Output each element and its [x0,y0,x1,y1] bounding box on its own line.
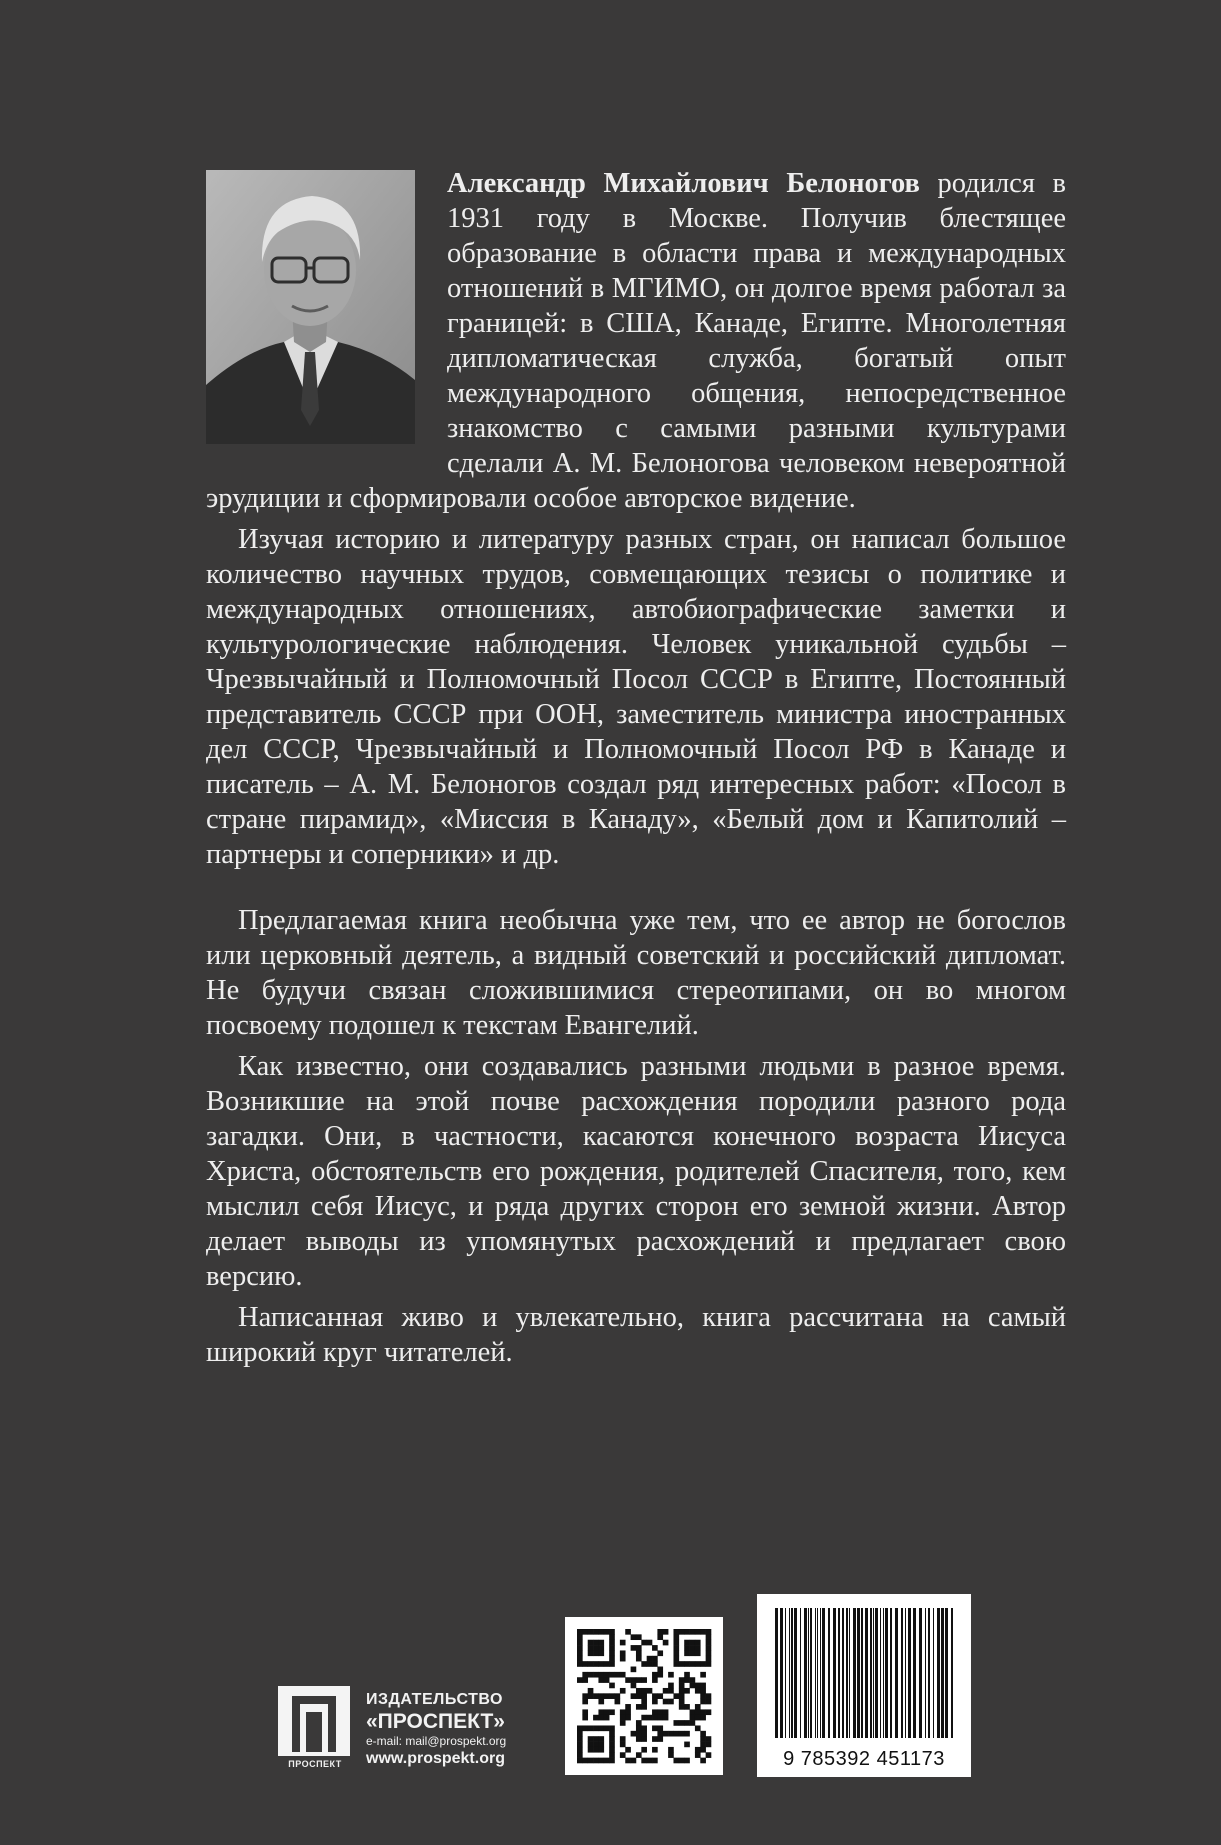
publisher-website: www.prospekt.org [366,1750,505,1767]
publisher-info [366,1690,536,1769]
book-description [206,903,1066,1370]
description-paragraph-3: Написанная живо и увлекательно, книга рассчитана на самый широкий круг читателей. [206,1302,1066,1368]
publisher-house-label: ИЗДАТЕЛЬСТВО [366,1691,503,1708]
publisher-email: e-mail: mail@prospekt.org [366,1734,507,1748]
bio-paragraph-1-text: родился в 1931 году в Москве. Получив блестящее образование в области права и международных отношений в МГИМО, он долгое время работал за границей: в США, Канаде, Египте. Многолетняя дипломатическая служба, богатый опыт международного общения, непосредственное знакомство с самыми разными культурами сделали А. М. Белоногова человеком невероятной эрудиции и сформировали особое авторское видение. [206,168,1066,514]
isbn-digits: 9 785392 451173 [783,1748,945,1770]
qr-code-icon [565,1617,723,1775]
author-name: Александр Михайлович Белоногов [447,168,920,199]
publisher-name: «ПРОСПЕКТ» [366,1710,505,1733]
description-paragraph-1: Предлагаемая книга необычна уже тем, что ее автор не богослов или церковный деятель, а видный советский и российский дипломат. Не будучи связан сложившимися стереотипами, он во многом посвоему подошел к текстам Евангелий. [206,905,1066,1041]
publisher-logo-icon [278,1686,350,1756]
author-biography [206,166,1066,872]
portrait-space [206,166,447,463]
publisher-logo-label: ПРОСПЕКТ [288,1759,342,1769]
description-paragraph-2: Как известно, они создавались разными людьми в разное время. Возникшие на этой почве расхождения породили разного рода загадки. Они, в частности, касаются конечного возраста Иисуса Христа, обстоятельств его рождения, родителей Спасителя, того, кем мыслил себя Иисус, и ряда других сторон его земной жизни. Автор делает выводы из упомянутых расхождений и предлагает свою версию. [206,1051,1066,1292]
bio-paragraph-2: Изучая историю и литературу разных стран, он написал большое количество научных трудов, совмещающих тезисы о политике и международных отношениях, автобиографические заметки и культурологические наблюдения. Человек уникальной судьбы – Чрезвычайный и Полномочный Посол СССР в Египте, Постоянный представитель СССР при ООН, заместитель министра иностранных дел СССР, Чрезвычайный и Полномочный Посол РФ в Канаде и писатель – А. М. Белоногов создал ряд интересных работ: «Посол в стране пирамид», «Миссия в Канаду», «Белый дом и Капитолий – партнеры и соперники» и др. [206,524,1066,870]
isbn-barcode [757,1594,971,1777]
